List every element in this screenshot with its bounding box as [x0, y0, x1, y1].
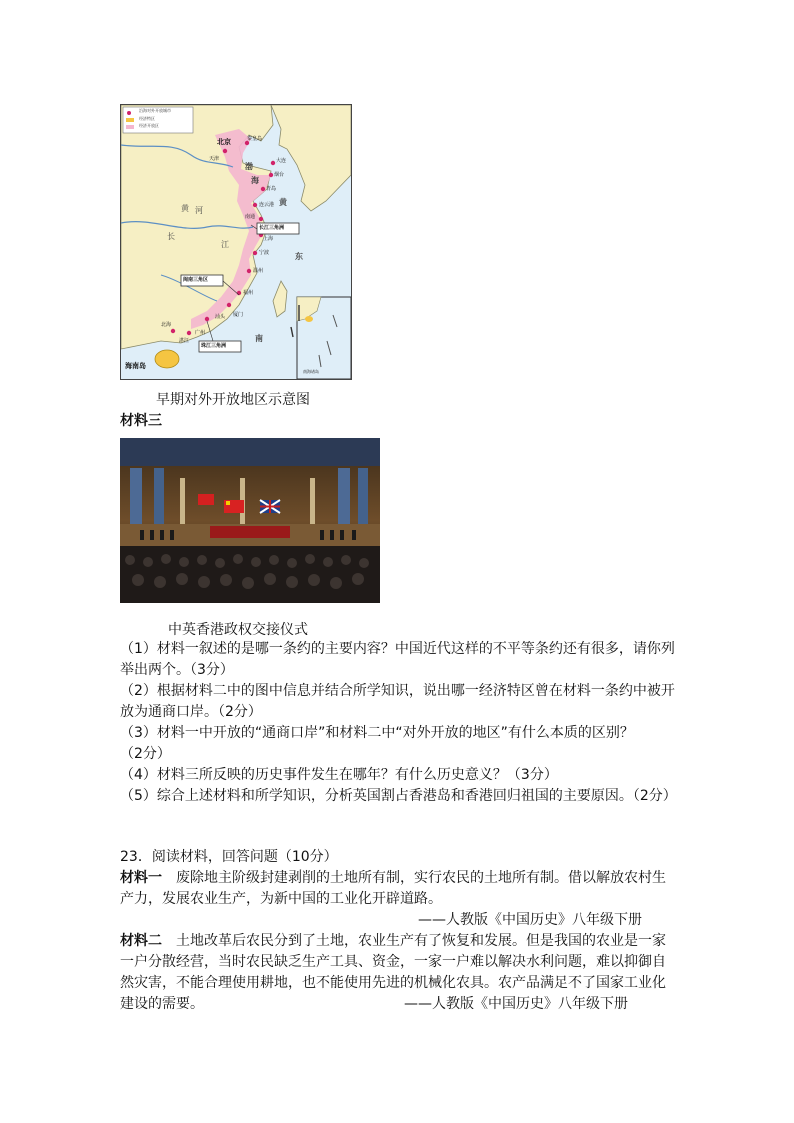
label-hainan: 海南岛 [125, 362, 146, 370]
section-23-title: 23．阅读材料，回答问题（10分） [120, 849, 338, 865]
material-2-line-2: 一户分散经营，当时农民缺乏生产工具、资金，一家一户难以解决水利问题，难以抑御自 [120, 954, 666, 970]
map-caption: 早期对外开放地区示意图 [156, 392, 310, 408]
label-fuzhou: 福州 [243, 290, 254, 296]
label-bohai-2: 海 [251, 176, 259, 185]
material-2-label: 材料二 [120, 933, 162, 949]
label-beihai: 北海 [161, 322, 172, 328]
material-2-text-1: 土地改革后农民分到了土地，农业生产有了恢复和发展。但是我国的农业是一家 [162, 933, 666, 949]
label-beijing: 北京 [217, 138, 231, 146]
label-yangtze-2: 江 [221, 240, 229, 249]
material-2-text-4: 建设的需要。 [120, 996, 204, 1012]
question-1-line-1: （1）材料一叙述的是哪一条约的主要内容？中国近代这样的不平等条约还有很多，请你列 [120, 641, 675, 657]
label-qinhuangdao: 秦皇岛 [247, 136, 263, 142]
label-nanhai-inset: 南海诸岛 [303, 369, 319, 374]
label-yangtze-1: 长 [167, 232, 175, 241]
label-bohai-1: 渤 [245, 162, 253, 171]
question-2-line-2: 放为通商口岸。（2分） [120, 704, 262, 720]
label-shanghai: 上海 [263, 236, 274, 242]
material-1-line-1 [120, 868, 690, 889]
label-zhanjiang: 湛江 [179, 338, 190, 344]
question-5: （5）综合上述材料和所学知识，分析英国割占香港岛和香港回归祖国的主要原因。（2分） [120, 788, 677, 804]
legend-text-3: 经济开放区 [139, 123, 159, 128]
material-3-heading: 材料三 [120, 413, 162, 429]
label-donghai: 东 [295, 252, 303, 261]
material-2-line-4 [120, 994, 690, 1015]
label-changjiang-delta: 长江三角洲 [259, 225, 285, 231]
label-tianjin: 天津 [209, 156, 220, 162]
label-xiamen: 厦门 [233, 312, 244, 318]
photo-caption: 中英香港政权交接仪式 [168, 622, 308, 638]
label-nantong: 南通 [245, 214, 256, 220]
material-2-line-1 [120, 931, 690, 952]
legend-text-1: 沿海对外开放城市 [139, 108, 171, 113]
question-3-line-1: （3）材料一中开放的“通商口岸”和材料二中“对外开放的地区”有什么本质的区别？ [120, 725, 634, 741]
open-regions-map [120, 104, 352, 380]
label-guangzhou: 广州 [195, 330, 206, 336]
material-1-line-2: 产力，发展农业生产，为新中国的工业化开辟道路。 [120, 891, 442, 907]
question-4: （4）材料三所反映的历史事件发生在哪年？有什么历史意义？（3分） [120, 767, 558, 783]
label-dalian: 大连 [276, 158, 287, 164]
label-minnan-delta: 闽南三角区 [183, 277, 209, 283]
material-2-line-3: 然灾害，不能合理使用耕地，也不能使用先进的机械化农具。农产品满足不了国家工业化 [120, 975, 666, 991]
question-2-line-1: （2）根据材料二中的图中信息并结合所学知识，说出哪一经济特区曾在材料一条约中被开 [120, 683, 675, 699]
question-list [120, 639, 690, 807]
label-huanghai: 黄 [279, 198, 287, 207]
label-ningbo: 宁波 [259, 250, 270, 256]
label-zhujiang-delta: 珠江三角洲 [201, 343, 227, 349]
label-lianyungang: 连云港 [259, 202, 275, 208]
material-1-text-1: 废除地主阶级封建剥削的土地所有制，实行农民的土地所有制。借以解放农村生 [162, 870, 666, 886]
handover-ceremony-photo [120, 438, 380, 603]
material-1-label: 材料一 [120, 870, 162, 886]
material-2-source: ——人教版《中国历史》八年级下册 [404, 996, 628, 1012]
map-graphic [121, 105, 351, 379]
label-qingdao: 青岛 [266, 186, 277, 192]
label-huanghe-1: 黄 [181, 204, 189, 213]
material-1-source: ——人教版《中国历史》八年级下册 [418, 912, 642, 928]
label-nanhai: 南 [255, 334, 263, 343]
question-1-line-2: 举出两个。（3分） [120, 662, 234, 678]
section-23 [120, 847, 690, 1015]
question-3-line-2: （2分） [120, 746, 171, 762]
legend-text-2: 经济特区 [139, 116, 155, 121]
label-shantou: 汕头 [215, 314, 226, 320]
label-yantai: 烟台 [274, 172, 285, 178]
ceremony-image [120, 438, 380, 603]
label-huanghe-2: 河 [195, 206, 203, 215]
label-wenzhou: 温州 [253, 268, 264, 274]
